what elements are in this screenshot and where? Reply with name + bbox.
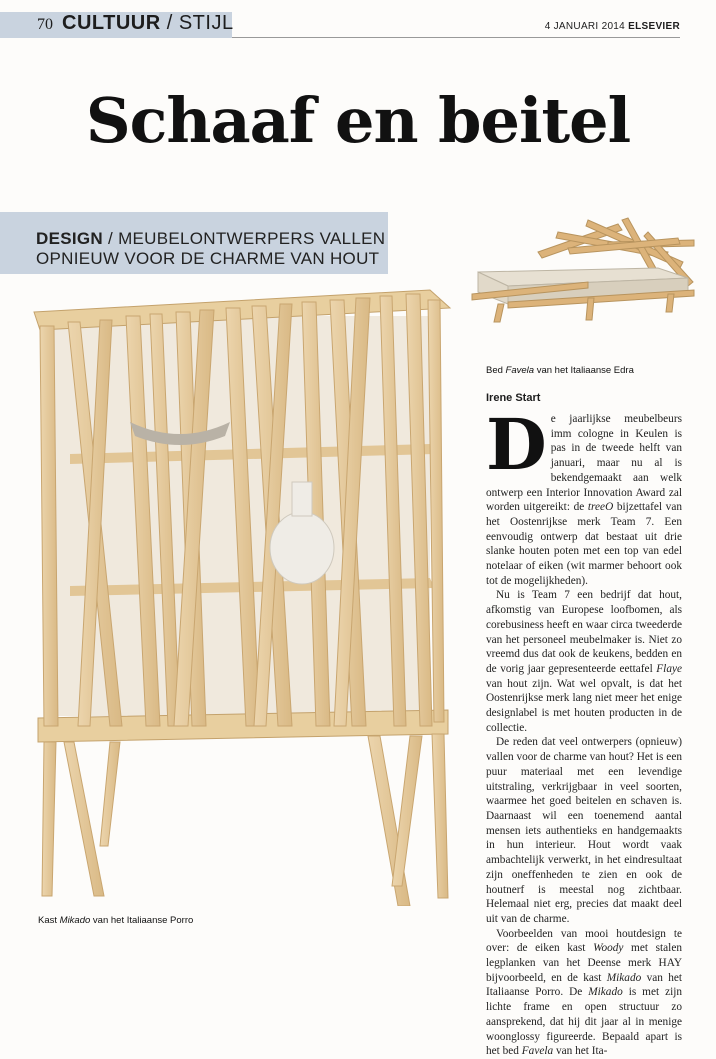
issue-info: [545, 21, 680, 32]
section-bold: CULTUUR: [62, 12, 161, 34]
p4i2: Mikado: [606, 971, 642, 984]
headline: Schaaf en beitel: [85, 84, 631, 157]
p2b: van hout zijn. Wat wel opvalt, is dat het Oostenrijkse merk lang niet meer het enige designlabel is met houten producten in de collectie.: [486, 677, 682, 734]
bed-image: [468, 212, 698, 330]
author: Irene Start: [486, 392, 541, 404]
drop-cap: D: [486, 403, 547, 486]
cabinet-image: [30, 286, 456, 906]
caption-kast-post: van het Italiaanse Porro: [90, 915, 194, 926]
kicker-sep: /: [102, 229, 119, 248]
kicker: [36, 229, 386, 269]
paragraph: [486, 588, 682, 735]
section-sep: /: [160, 12, 179, 34]
p4b: met stalen legplanken van het Deense merk HAY bijvoorbeeld, en de kast: [486, 942, 682, 984]
section-light: STIJL: [178, 12, 234, 34]
caption-bed: [486, 365, 634, 376]
magazine-name: ELSEVIER: [628, 21, 680, 32]
caption-kast-pre: Kast: [38, 915, 60, 926]
p4a: Voorbeelden van mooi houtdesign te over: de eiken kast: [486, 927, 682, 955]
caption-bed-name: Favela: [505, 365, 535, 376]
p4c: van het Italiaanse Porro. De: [486, 971, 683, 999]
p2i: Flaye: [656, 662, 682, 675]
caption-kast: [38, 915, 193, 926]
caption-bed-pre: Bed: [486, 365, 506, 376]
p1b: bijzettafel van het Oostenrijkse merk Team 7. Een eenvoudig ontwerp dat bestaat uit drie slanke houten poten met een top van edel notelaar of eiken (wit marmer behoort ook tot de mogelijkheden).: [486, 501, 682, 587]
article-body: [486, 403, 683, 1059]
page-number: 70: [37, 16, 53, 33]
p4i4: Favela: [521, 1045, 554, 1058]
issue-date: 4 JANUARI 2014: [544, 21, 626, 32]
header-rule: [232, 37, 680, 38]
p2a: Nu is Team 7 een bedrijf dat hout, afkomstig van Europese loofbomen, als corebusiness heeft en waar circa tweederde van het personeel meubelmaker is. Niet zo vreemd dus dat ook de keukens, bedden en de vorig jaar gepresenteerde eettafel: [486, 589, 682, 675]
p4i3: Mikado: [588, 986, 623, 999]
paragraph: [486, 927, 682, 1059]
p4d: is met zijn lichte frame en open structuur zo aansprekend, dat hij dit jaar al in menige woonglossy figureerde. Bepaald apart is het bed: [486, 986, 683, 1058]
p4i1: Woody: [593, 942, 624, 955]
p1i: treeO: [587, 501, 614, 514]
kicker-label: DESIGN: [36, 229, 103, 248]
kicker-text: MEUBELONTWERPERS VALLEN OPNIEUW VOOR DE CHARME VAN HOUT: [36, 229, 386, 268]
paragraph: De reden dat veel ontwerpers (opnieuw) vallen voor de charme van hout? Het is een puur materiaal met een levendige uitstraling, verkrijgbaar in veel soorten, waarmee het goed beitelen en schaven is. Daarnaast wil een toenemend aantal mensen iets authentieks en handgemaakts in hun interieur. Hout wordt vaak ambachtelijk verwerkt, in het eindresultaat zijn oneffenheden te zien en ook de houtnerf is meestal nog zichtbaar. Helemaal niet erg, precies dat maakt deel uit van de charme.: [486, 736, 682, 925]
p4e: van het Ita-: [553, 1045, 608, 1058]
caption-kast-name: Mikado: [59, 915, 91, 926]
caption-bed-post: van het Italiaanse Edra: [534, 365, 634, 376]
paragraph: [486, 403, 682, 588]
p1a: e jaarlijkse meubelbeurs imm cologne in Keulen is pas in de tweede helft van januari, maar nu al is bekendgemaakt aan welk ontwerp een Interior Innovation Award zal worden uitgereikt: de: [486, 413, 682, 514]
section-label: [62, 12, 234, 35]
